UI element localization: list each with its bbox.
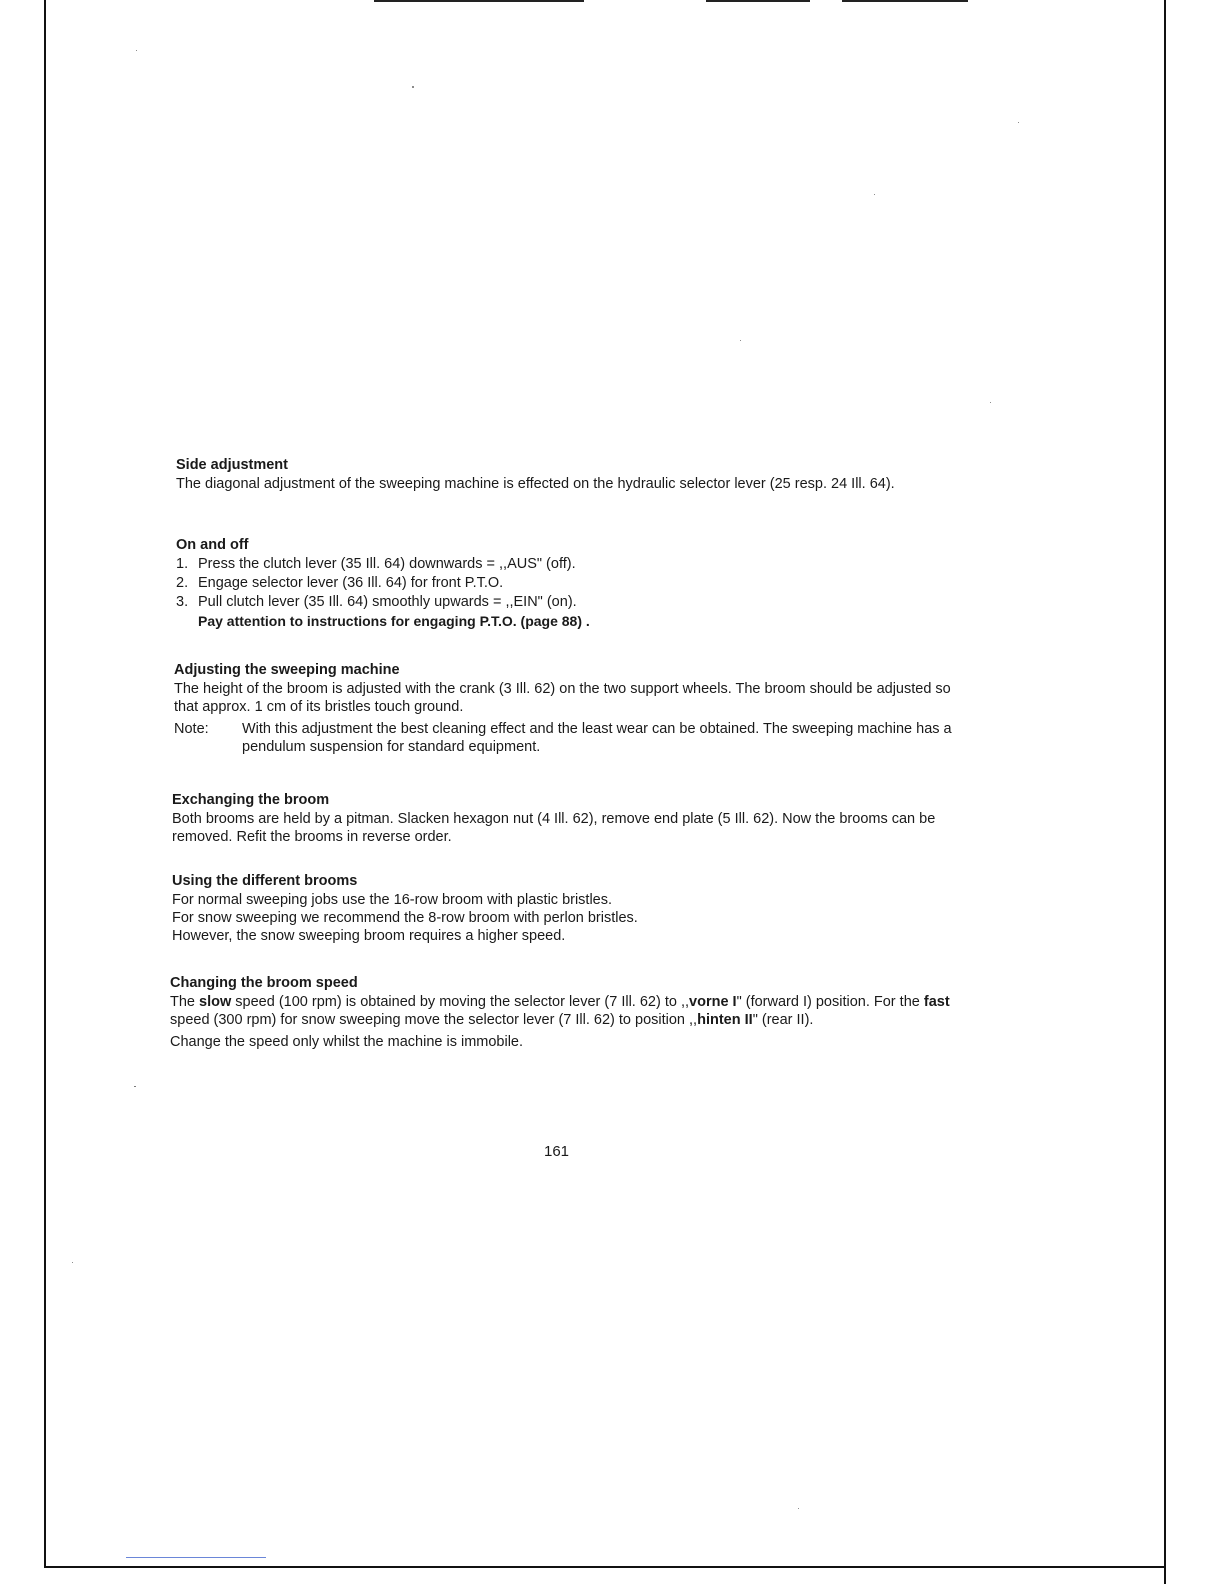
section-adjusting-sweeping-machine <box>174 660 964 756</box>
paragraph <box>170 993 960 1029</box>
attention-note: Pay attention to instructions for engaging P.T.O. (page 88) . <box>198 613 590 629</box>
step-number: 1. <box>176 556 189 572</box>
paragraph: The diagonal adjustment of the sweeping machine is effected on the hydraulic selector lever (25 resp. 24 Ill. 64). <box>176 476 895 492</box>
list-item <box>176 593 956 612</box>
steps-list <box>176 555 956 612</box>
scan-speck <box>1018 122 1019 123</box>
top-rule <box>706 0 810 2</box>
text-line: However, the snow sweeping broom requires a higher speed. <box>172 928 566 944</box>
text-line: For normal sweeping jobs use the 16-row broom with plastic bristles. <box>172 892 613 908</box>
emphasis-vorne: vorne I <box>689 994 737 1010</box>
text-run: " (rear II). <box>752 1012 814 1028</box>
text-run: speed (100 rpm) is obtained by moving the selector lever (7 Ill. 62) to ,, <box>231 994 690 1010</box>
list-item <box>176 555 956 574</box>
paragraph: Both brooms are held by a pitman. Slacken hexagon nut (4 Ill. 62), remove end plate (5 Ill. 62). Now the brooms can be removed. Refit the brooms in reverse order. <box>172 811 936 845</box>
emphasis-hinten: hinten II <box>697 1012 753 1028</box>
scan-border-left <box>44 0 46 1568</box>
scan-speck <box>798 1508 799 1509</box>
emphasis-fast: fast <box>923 994 950 1010</box>
paragraph: Change the speed only whilst the machine is immobile. <box>170 1034 524 1050</box>
page-number: 161 <box>544 1143 570 1160</box>
note-text: With this adjustment the best cleaning effect and the least wear can be obtained. The sweeping machine has a pendulum suspension for standard equipment. <box>242 721 952 755</box>
section-heading: Changing the broom speed <box>170 975 358 991</box>
section-heading: Side adjustment <box>176 457 288 473</box>
section-changing-broom-speed <box>170 973 960 1051</box>
scan-speck <box>134 1086 136 1087</box>
text-run: " (forward I) position. For the <box>736 994 924 1010</box>
step-number: 3. <box>176 594 189 610</box>
scan-speck <box>136 50 137 51</box>
section-on-and-off <box>176 535 956 631</box>
bottom-blue-line <box>126 1557 266 1558</box>
scan-speck <box>990 402 991 403</box>
scan-speck <box>72 1262 73 1263</box>
section-heading: Exchanging the broom <box>172 792 330 808</box>
scan-border-bottom <box>44 1566 1166 1568</box>
section-heading: Using the different brooms <box>172 873 358 889</box>
section-heading: Adjusting the sweeping machine <box>174 662 400 678</box>
step-text: Engage selector lever (36 Ill. 64) for front P.T.O. <box>198 575 504 591</box>
top-rule <box>842 0 968 2</box>
step-text: Pull clutch lever (35 Ill. 64) smoothly upwards = ,,EIN" (on). <box>198 594 577 610</box>
text-run: The <box>170 994 200 1010</box>
paragraph: The height of the broom is adjusted with the crank (3 Ill. 62) on the two support wheels. The broom should be adjusted so that approx. 1 cm of its bristles touch ground. <box>174 681 951 715</box>
section-side-adjustment <box>176 455 956 493</box>
note <box>174 720 964 756</box>
step-number: 2. <box>176 575 189 591</box>
section-exchanging-broom <box>172 790 962 846</box>
scan-speck <box>740 340 741 341</box>
note-label: Note: <box>174 721 209 737</box>
text-run: speed (300 rpm) for snow sweeping move the selector lever (7 Ill. 62) to position ,, <box>170 1012 698 1028</box>
scan-speck <box>874 194 875 195</box>
list-item <box>176 574 956 593</box>
emphasis-slow: slow <box>199 994 232 1010</box>
step-text: Press the clutch lever (35 Ill. 64) downwards = ,,AUS" (off). <box>198 556 576 572</box>
section-using-different-brooms <box>172 871 962 945</box>
section-heading: On and off <box>176 537 249 553</box>
text-line: For snow sweeping we recommend the 8-row broom with perlon bristles. <box>172 910 638 926</box>
scan-speck <box>412 86 414 88</box>
scan-border-right <box>1164 0 1166 1584</box>
top-rule <box>374 0 584 2</box>
